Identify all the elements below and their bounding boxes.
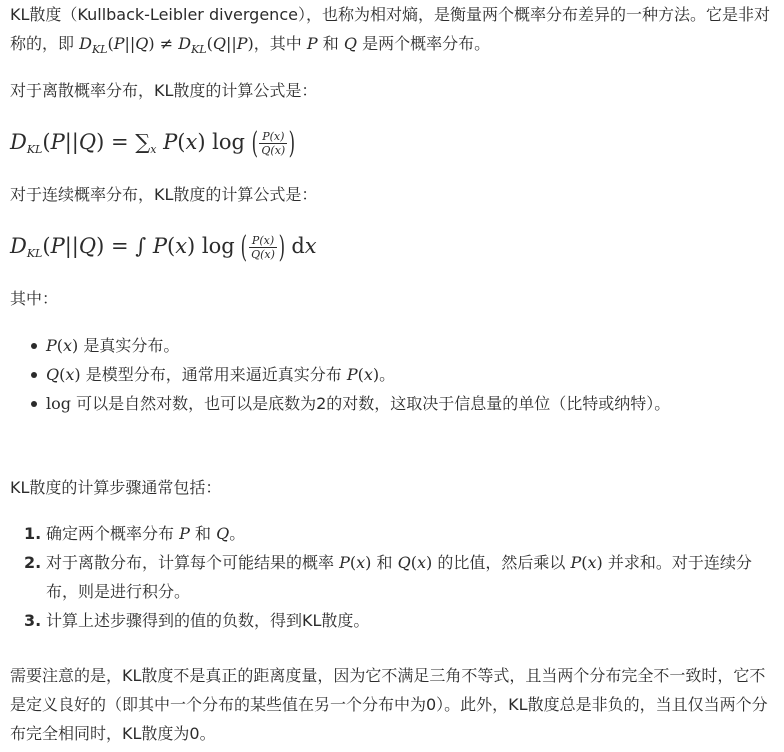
var-q: Q [216, 524, 230, 543]
list-item: log 可以是自然对数，也可以是底数为2的对数，这取决于信息量的单位（比特或纳特）。 [10, 389, 778, 418]
steps-heading: KL散度的计算步骤通常包括： [10, 478, 222, 497]
intro-text-4: 是两个概率分布。 [362, 34, 491, 53]
list-item: 1. 确定两个概率分布 P 和 Q。 [24, 524, 246, 543]
continuous-heading: 对于连续概率分布，KL散度的计算公式是： [10, 185, 318, 204]
intro-paragraph [10, 0, 778, 58]
qx-symbol: Q(x) [397, 553, 433, 572]
list-item: Q(x) 是模型分布，通常用来逼近真实分布 P(x)。 [10, 360, 778, 389]
var-p: P [179, 524, 190, 543]
steps-list [10, 519, 778, 635]
px-symbol: P(x) [46, 336, 79, 355]
definitions-list [10, 331, 778, 418]
list-item: 3. 计算上述步骤得到的值的负数，得到KL散度。 [24, 611, 370, 630]
discrete-heading: 对于离散概率分布，KL散度的计算公式是： [10, 81, 318, 100]
list-item: 2. 对于离散分布，计算每个可能结果的概率 P(x) 和 Q(x) 的比值，然后乘以 P(x) 并求和。对于连续分布，则是进行积分。 [24, 553, 752, 601]
px-symbol: P(x) [339, 553, 372, 572]
note-paragraph: 需要注意的是，KL散度不是真正的距离度量，因为它不满足三角不等式，且当两个分布完全不一致时，它不是定义良好的（即其中一个分布的某些值在另一个分布中为0）。此外，KL散度总是非负的，当且仅当两个分布完全相同时，KL散度为0。 [10, 666, 768, 743]
var-q: Q [343, 34, 357, 53]
intro-text-1: KL散度（Kullback-Leibler divergence），也称为相对熵，是衡量两个概率分布差异的一种方法。它是非对称的，即 [10, 5, 770, 53]
log-symbol: log [46, 394, 71, 413]
list-item: P(x) 是真实分布。 [10, 331, 778, 360]
px-symbol: P(x) [346, 365, 380, 384]
intro-text-2: ，其中 [253, 34, 302, 53]
intro-text-3: 和 [322, 34, 339, 53]
continuous-formula: $D_{KL}(P||Q)$ = ∫ P(x) log ( $\frac{P(x)}{Q(x)}$ ) dx [10, 229, 317, 265]
var-p: P [306, 34, 318, 53]
px-symbol: P(x) [570, 553, 603, 572]
where-heading: 其中： [10, 289, 59, 308]
discrete-formula: $D_{KL}(P||Q) = \sum_x$ P(x) log ( $\frac{P(x)}{Q(x)}$ ) [10, 125, 296, 161]
qx-symbol: Q(x) [46, 365, 81, 384]
kl-asymmetry-formula: $D_{KL}(P||Q) \ne D_{KL}(Q||P)$ [79, 34, 254, 56]
